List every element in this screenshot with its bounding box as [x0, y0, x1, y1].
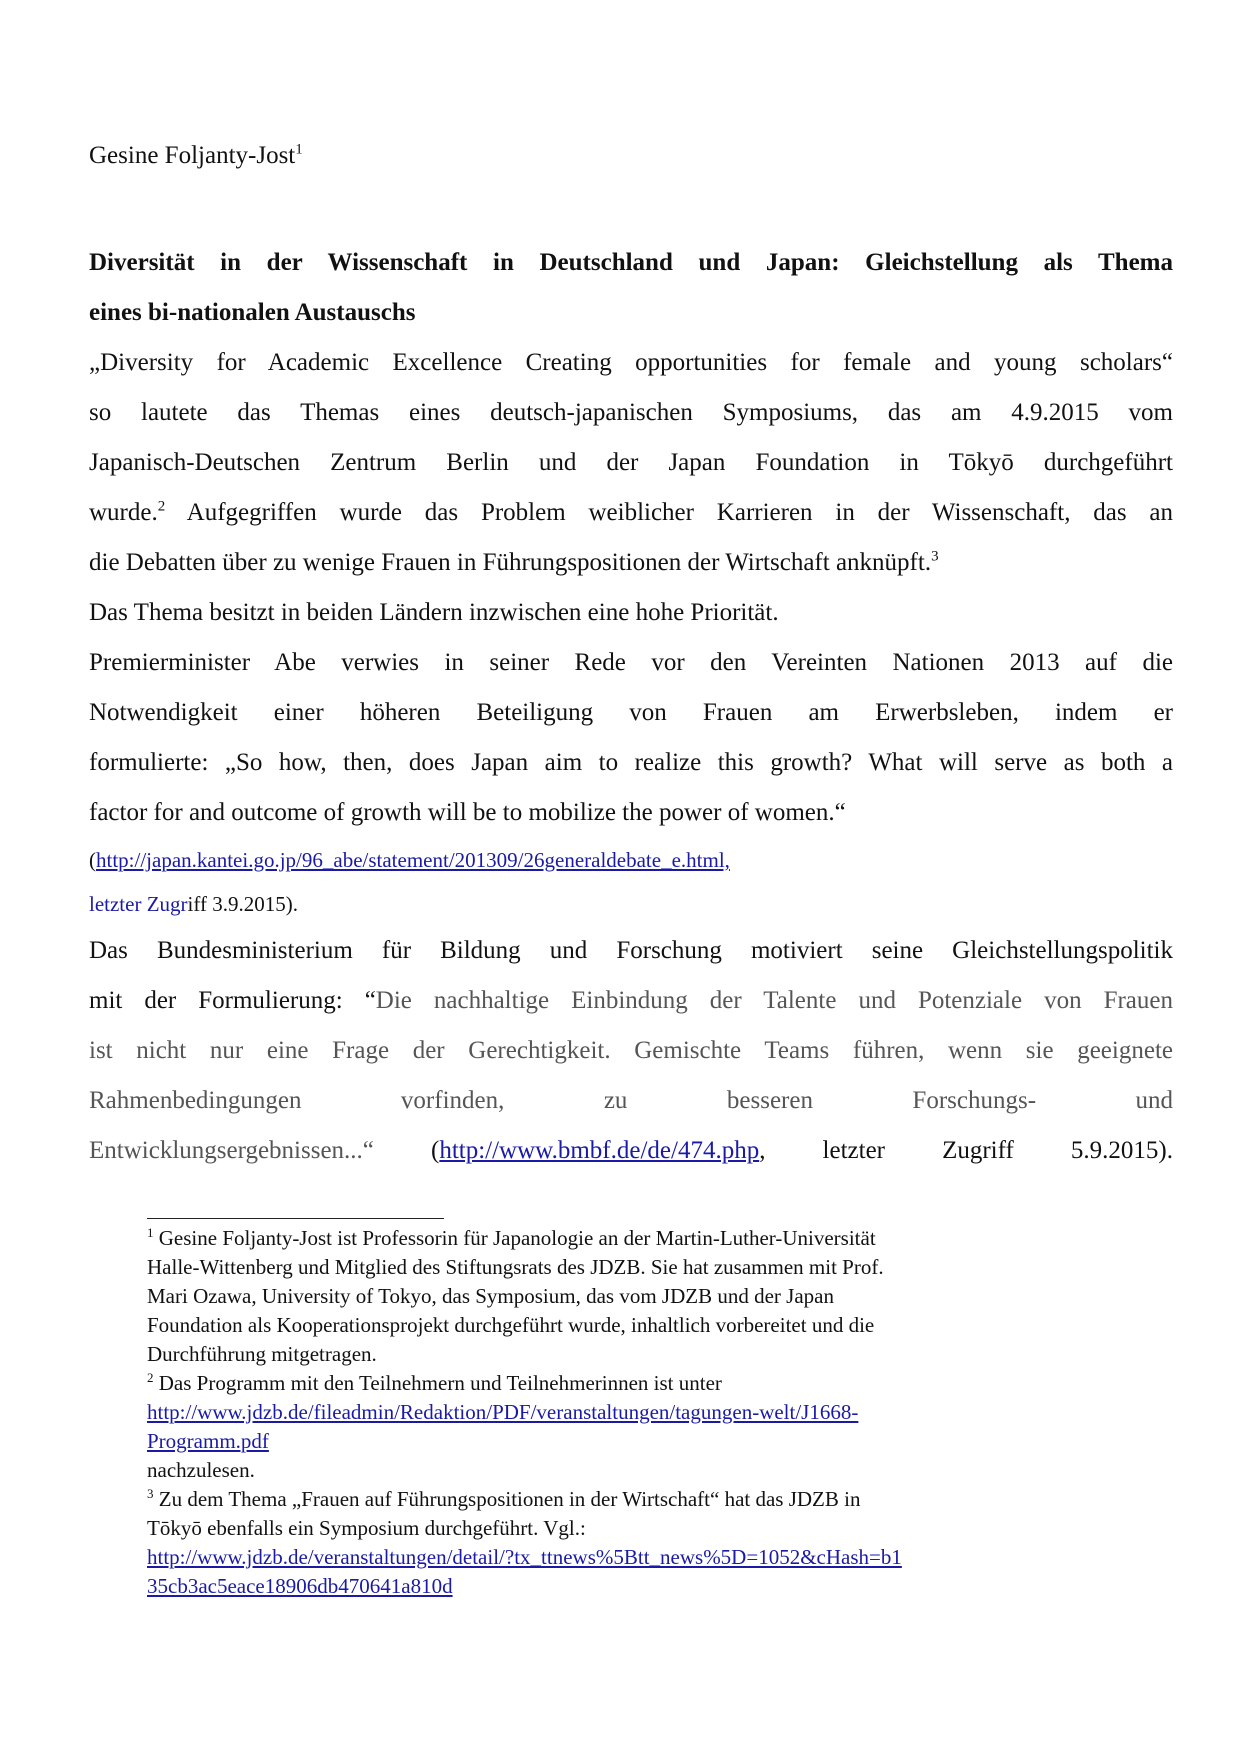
paragraph-3-line-1: Premierminister Abe verwies in seiner Rede vor den Vereinten Nationen 2013 auf die	[89, 649, 1173, 676]
jdzb-program-link[interactable]: http://www.jdzb.de/fileadmin/Redaktion/PDF/veranstaltungen/tagungen-welt/J1668-	[147, 1400, 859, 1424]
text-run: Aufgegriffen wurde das Problem weiblicher Karrieren in der Wissenschaft, das an	[165, 499, 1173, 526]
text-run: iff 3.9.2015).	[187, 892, 298, 916]
text-run: letzter Zugr	[89, 892, 188, 916]
paragraph-1-line-4	[89, 488, 1173, 538]
author-name	[89, 140, 303, 172]
text-run: die Debatten über zu wenige Frauen in Führungspositionen der Wirtschaft anknüpft.	[89, 549, 932, 576]
footnote-2-line-4: nachzulesen.	[147, 1458, 255, 1482]
text-run: , letzter Zugriff 5.9.2015).	[759, 1137, 1173, 1164]
text-run: (	[89, 848, 96, 872]
quote-run: Die nachhaltige Einbindung der Talente und Potenziale von Frauen	[375, 987, 1173, 1014]
quote-run: Entwicklungsergebnissen...“	[89, 1137, 374, 1164]
footnote-marker-2[interactable]: 2	[157, 498, 166, 515]
text-run: Das Programm mit den Teilnehmern und Teilnehmerinnen ist unter	[153, 1371, 722, 1395]
jdzb-event-link[interactable]: http://www.jdzb.de/veranstaltungen/detail/?tx_ttnews%5Btt_news%5D=1052&cHash=b1	[147, 1545, 902, 1569]
paragraph-4-line-3: ist nicht nur eine Frage der Gerechtigkeit. Gemischte Teams führen, wenn sie geeignete	[89, 1037, 1173, 1064]
paragraph-4-line-4: Rahmenbedingungen vorfinden, zu besseren Forschungs- und	[89, 1087, 1173, 1114]
footnote-3-link-line-2	[147, 1572, 1107, 1601]
footnote-1-line-4: Foundation als Kooperationsprojekt durchgeführt wurde, inhaltlich vorbereitet und die	[147, 1313, 875, 1337]
paragraph-4-line-2	[89, 976, 1173, 1026]
text-run: wurde.	[89, 499, 158, 526]
paragraph-4-line-1: Das Bundesministerium für Bildung und Forschung motiviert seine Gleichstellungspolitik	[89, 937, 1173, 964]
footnote-1-line-2: Halle-Wittenberg und Mitglied des Stiftungsrats des JDZB. Sie hat zusammen mit Prof.	[147, 1255, 884, 1279]
footnote-3-line-2: Tōkyō ebenfalls ein Symposium durchgeführt. Vgl.:	[147, 1516, 586, 1540]
paragraph-1-line-3: Japanisch-Deutschen Zentrum Berlin und der Japan Foundation in Tōkyō durchgeführt	[89, 449, 1173, 476]
text-run: mit der Formulierung: “	[89, 987, 376, 1014]
footnotes	[147, 1224, 1107, 1601]
paragraph-3-line-4: factor for and outcome of growth will be to mobilize the power of women.“	[89, 799, 846, 826]
footnote-marker-1[interactable]: 1	[295, 141, 303, 158]
footnote-number: 2	[147, 1370, 154, 1385]
footnote-1-line-1	[147, 1224, 1107, 1253]
footnote-2-link-line-1	[147, 1398, 1107, 1427]
footnote-2-link-line-2	[147, 1427, 1107, 1456]
kantei-reference-date	[89, 882, 1173, 926]
paragraph-1-line-1: „Diversity for Academic Excellence Creating opportunities for female and young scholars“	[89, 349, 1173, 376]
text-run: Zu dem Thema „Frauen auf Führungspositionen in der Wirtschaft“ hat das JDZB in	[153, 1487, 861, 1511]
author-text: Gesine Foljanty-Jost	[89, 142, 296, 169]
footnote-1-line-5: Durchführung mitgetragen.	[147, 1342, 377, 1366]
kantei-reference	[89, 838, 1173, 882]
title-line-1: Diversität in der Wissenschaft in Deutschland und Japan: Gleichstellung als Thema	[89, 249, 1173, 276]
paragraph-3-line-3: formulierte: „So how, then, does Japan aim to realize this growth? What will serve as both a	[89, 749, 1173, 776]
bmbf-link[interactable]: http://www.bmbf.de/de/474.php	[439, 1137, 760, 1164]
jdzb-program-link-cont[interactable]: Programm.pdf	[147, 1429, 269, 1453]
text-run: (	[373, 1137, 440, 1164]
footnote-1-line-3: Mari Ozawa, University of Tokyo, das Symposium, das vom JDZB und der Japan	[147, 1284, 834, 1308]
paragraph-1-line-2: so lautete das Themas eines deutsch-japanischen Symposiums, das am 4.9.2015 vom	[89, 399, 1173, 426]
footnote-3-line-1	[147, 1485, 1107, 1514]
paragraph-3-line-2: Notwendigkeit einer höheren Beteiligung von Frauen am Erwerbsleben, indem er	[89, 699, 1173, 726]
footnote-marker-3[interactable]: 3	[931, 548, 939, 565]
footnote-number: 1	[147, 1225, 154, 1240]
paragraph-1-line-5	[89, 538, 1173, 588]
jdzb-event-link-cont[interactable]: 35cb3ac5eace18906db470641a810d	[147, 1574, 453, 1598]
footnote-2-line-1	[147, 1369, 1107, 1398]
kantei-link[interactable]: http://japan.kantei.go.jp/96_abe/statement/201309/26generaldebate_e.html,	[96, 848, 730, 872]
title-line-2: eines bi-nationalen Austauschs	[89, 299, 416, 326]
footnote-separator	[147, 1218, 444, 1219]
text-run: Gesine Foljanty-Jost ist Professorin für Japanologie an der Martin-Luther-Universität	[153, 1226, 876, 1250]
paragraph-4-line-5	[89, 1126, 1173, 1176]
main-text	[89, 238, 1173, 1176]
footnote-3-link-line-1	[147, 1543, 1107, 1572]
paragraph-2: Das Thema besitzt in beiden Ländern inzwischen eine hohe Priorität.	[89, 599, 779, 626]
footnote-number: 3	[147, 1486, 154, 1501]
